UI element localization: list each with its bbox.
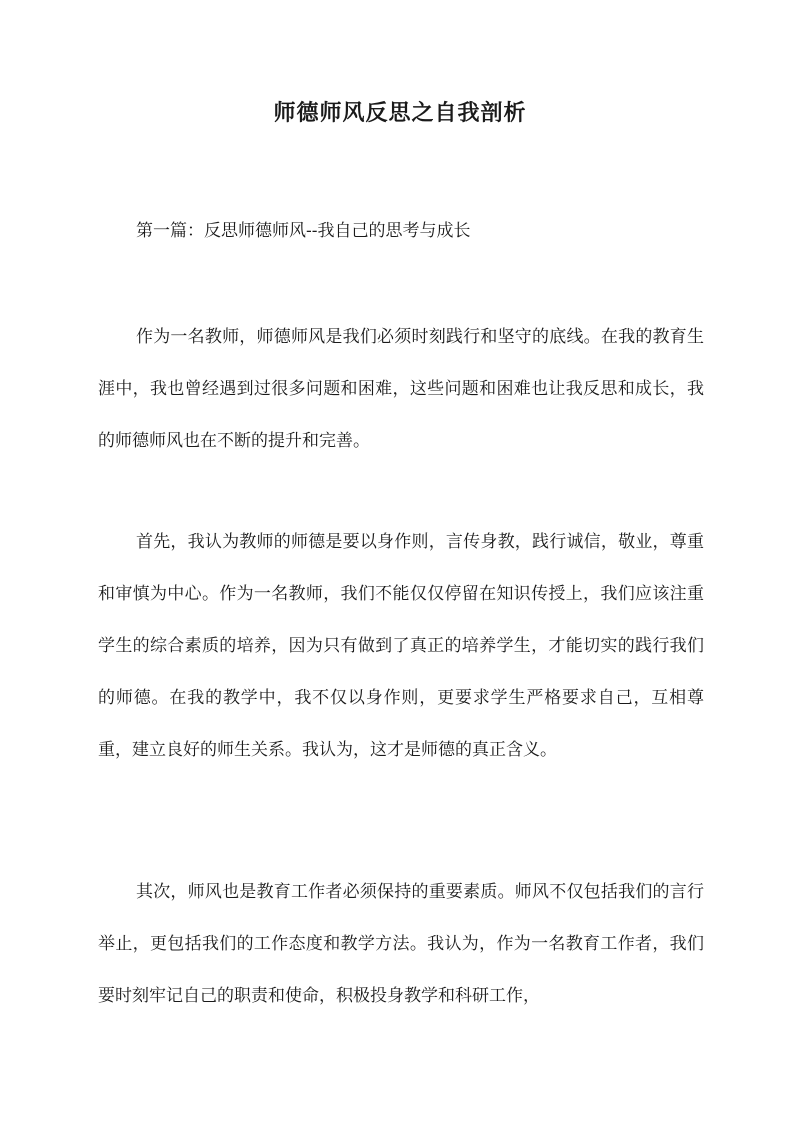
section-heading: 第一篇：反思师德师风--我自己的思考与成长: [136, 221, 471, 241]
document-title: 师德师风反思之自我剖析: [273, 100, 527, 126]
paragraph: 作为一名教师，师德师风是我们必须时刻践行和坚守的底线。在我的教育生涯中，我也曾经遇到过很多问题和困难，这些问题和困难也让我反思和成长，我的师德师风也在不断的提升和完善。: [98, 327, 704, 451]
paragraph: 其次，师风也是教育工作者必须保持的重要素质。师风不仅包括我们的言行举止，更包括我们的工作态度和教学方法。我认为，作为一名教育工作者，我们要时刻牢记自己的职责和使命，积极投身教学和科研工作，: [98, 882, 704, 1006]
paragraph: 首先，我认为教师的师德是要以身作则，言传身教，践行诚信，敬业，尊重和审慎为中心。作为一名教师，我们不能仅仅停留在知识传授上，我们应该注重学生的综合素质的培养，因为只有做到了真正的培养学生，才能切实的践行我们的师德。在我的教学中，我不仅以身作则，更要求学生严格要求自己，互相尊重，建立良好的师生关系。我认为，这才是师德的真正含义。: [98, 532, 704, 760]
